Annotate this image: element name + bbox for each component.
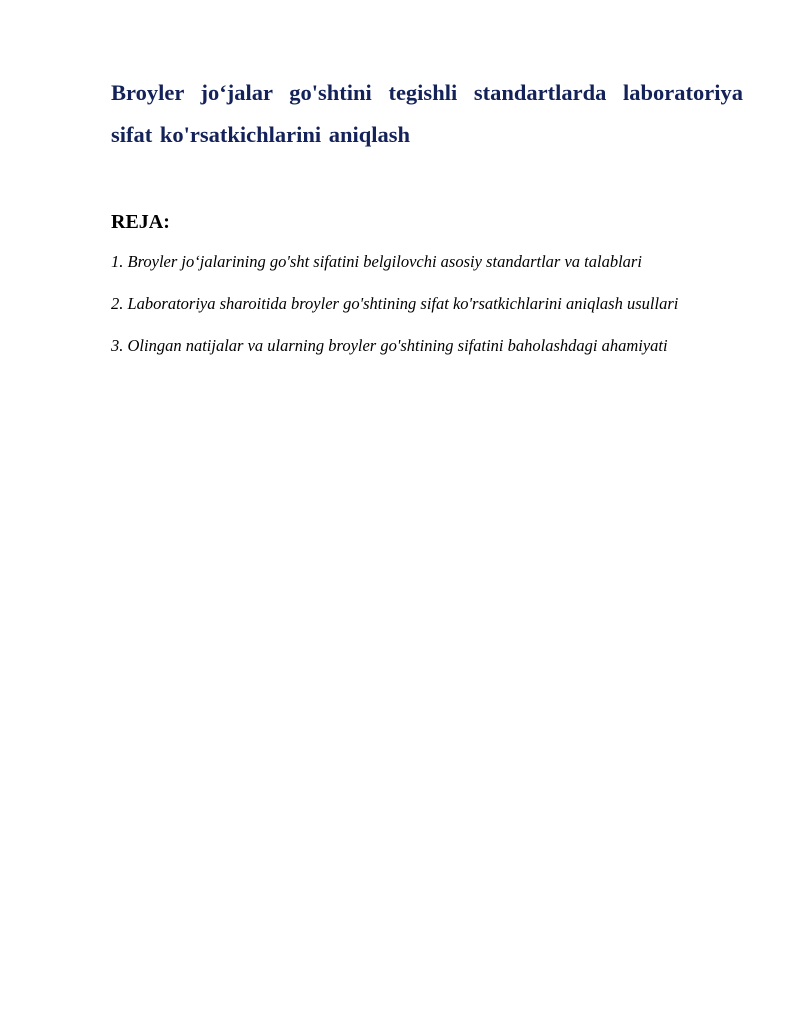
plan-item-1: 1. Broyler jo‘jalarining go'sht sifatini belgilovchi asosiy standartlar va talablari <box>111 252 642 271</box>
plan-list <box>111 252 743 356</box>
plan-item-2: 2. Laboratoriya sharoitida broyler go'shtining sifat ko'rsatkichlarini aniqlash usullari <box>111 294 679 313</box>
document-title: Broyler jo‘jalar go'shtini tegishli standartlarda laboratoriya sifat ko'rsatkichlarini aniqlash <box>111 80 743 147</box>
plan-item-3: 3. Olingan natijalar va ularning broyler go'shtining sifatini baholashdagi ahamiyati <box>111 336 668 355</box>
plan-heading: REJA: <box>111 211 170 233</box>
